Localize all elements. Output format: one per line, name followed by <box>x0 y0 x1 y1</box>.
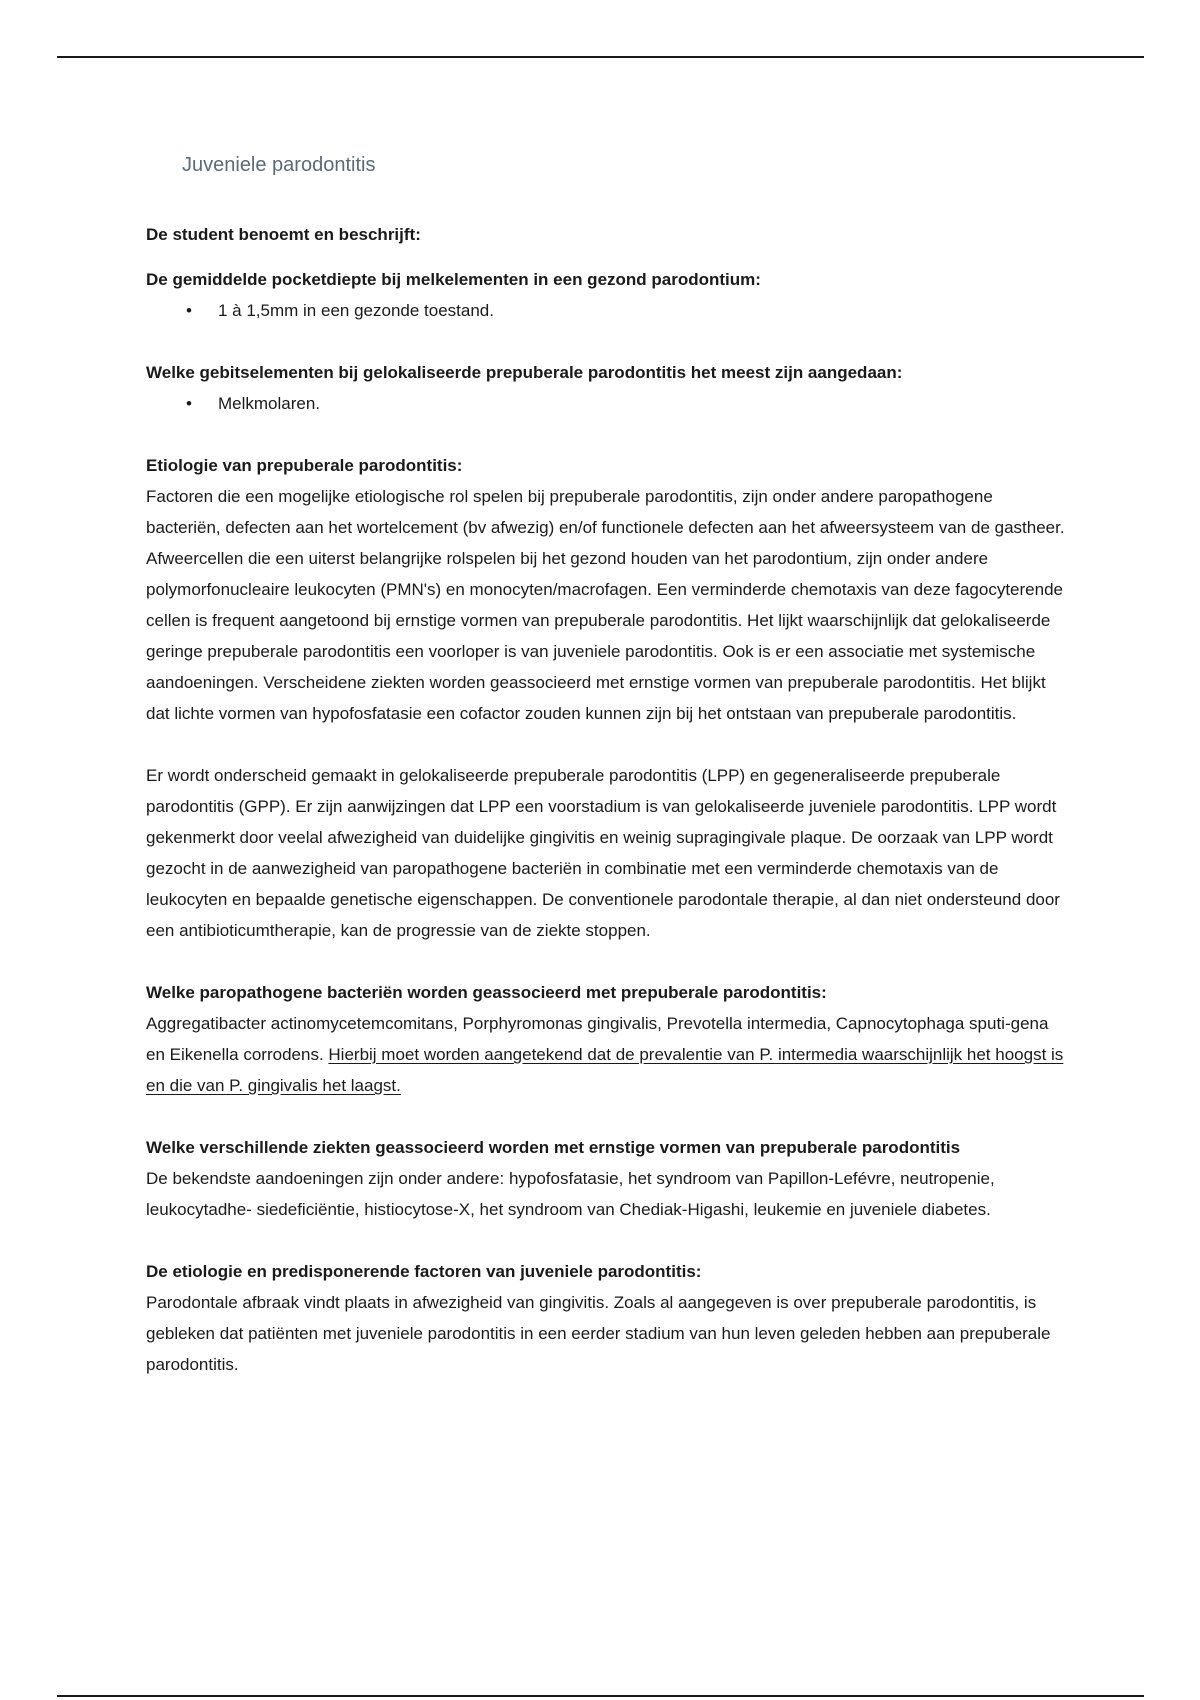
bullet-icon: • <box>186 394 192 413</box>
etiology-paragraph-2: Er wordt onderscheid gemaakt in gelokaliseerde prepuberale parodontitis (LPP) en gegeneraliseerde prepuberale parodontitis (GPP). Er zijn aanwijzingen dat LPP een voorstadium is van gelokaliseerde juveniele parodontitis. LPP wordt gekenmerkt door veelal afwezigheid van duidelijke gingivitis en weinig supragingivale plaque. De oorzaak van LPP wordt gezocht in de aanwezigheid van paropathogene bacteriën in combinatie met een verminderde chemotaxis van de leukocyten en bepaalde genetische eigenschappen. De conventionele parodontale therapie, al dan niet ondersteund door een antibioticumtherapie, kan de progressie van de ziekte stoppen. <box>146 766 1060 940</box>
top-rule <box>57 56 1144 58</box>
juvenile-paragraph: Parodontale afbraak vindt plaats in afwezigheid van gingivitis. Zoals al aangegeven is over prepuberale parodontitis, is gebleken dat patiënten met juveniele parodontitis in een eerder stadium van hun leven geleden hebben aan prepuberale parodontitis. <box>146 1293 1051 1374</box>
list-item-text: 1 à 1,5mm in een gezonde toestand. <box>218 301 494 320</box>
diseases-heading: Welke verschillende ziekten geassocieerd worden met ernstige vormen van prepuberale parodontitis <box>146 1138 961 1157</box>
pocket-list <box>146 295 1066 326</box>
spacer <box>146 326 1066 357</box>
bacteria-heading: Welke paropathogene bacteriën worden geassocieerd met prepuberale parodontitis: <box>146 983 827 1002</box>
spacer <box>146 946 1066 977</box>
etiology-heading: Etiologie van prepuberale parodontitis: <box>146 456 463 475</box>
etiology-paragraph-1: Factoren die een mogelijke etiologische rol spelen bij prepuberale parodontitis, zijn onder andere paropathogene bacteriën, defecten aan het wortelcement (bv afwezig) en/of functionele defecten aan het afweersysteem van de gastheer. Afweercellen die een uiterst belangrijke rolspelen bij het gezond houden van het parodontium, zijn onder andere polymorfonucleaire leukocyten (PMN's) en monocyten/macrofagen. Een verminderde chemotaxis van deze fagocyterende cellen is frequent aangetoond bij ernstige vormen van prepuberale parodontitis. Het lijkt waarschijnlijk dat gelokaliseerde geringe prepuberale parodontitis een voorloper is van juveniele parodontitis. Ook is er een associatie met systemische aandoeningen. Verscheidene ziekten worden geassocieerd met ernstige vormen van prepuberale parodontitis. Het blijkt dat lichte vormen van hypofosfatasie een cofactor zouden kunnen zijn bij het ontstaan van prepuberale parodontitis. <box>146 487 1065 723</box>
document-body <box>146 150 1066 1380</box>
diseases-paragraph: De bekendste aandoeningen zijn onder andere: hypofosfatasie, het syndroom van Papillon-Lefévre, neutropenie, leukocytadhe- siedeficiëntie, histiocytose-X, het syndroom van Chediak-Higashi, leukemie en juveniele diabetes. <box>146 1169 995 1219</box>
document-title: Juveniele parodontitis <box>182 154 376 176</box>
bacteria-note: Hierbij moet worden aangetekend dat de prevalentie van P. intermedia waarschijnlijk het hoogst is en die van P. gingivalis het laagst. <box>146 1045 1064 1095</box>
spacer <box>146 250 1066 264</box>
bacteria-text: Aggregatibacter actinomycetemcomitans, Porphyromonas gingivalis, Prevotella intermedia, Capnocytophaga sputi-gena en Eikenella corrodens. <box>146 1014 1049 1064</box>
spacer <box>146 1225 1066 1256</box>
bottom-rule <box>57 1695 1144 1697</box>
pocket-heading: De gemiddelde pocketdiepte bij melkelementen in een gezond parodontium: <box>146 270 761 289</box>
elements-list <box>146 388 1066 419</box>
bacteria-paragraph <box>146 1008 1066 1101</box>
bullet-icon: • <box>186 301 192 320</box>
elements-heading: Welke gebitselementen bij gelokaliseerde prepuberale parodontitis het meest zijn aangedaan: <box>146 363 903 382</box>
list-item <box>146 295 1066 326</box>
list-item-text: Melkmolaren. <box>218 394 321 413</box>
intro-heading: De student benoemt en beschrijft: <box>146 225 421 244</box>
spacer <box>146 419 1066 450</box>
spacer <box>146 729 1066 760</box>
juvenile-heading: De etiologie en predisponerende factoren van juveniele parodontitis: <box>146 1262 702 1281</box>
list-item <box>146 388 1066 419</box>
spacer <box>146 1101 1066 1132</box>
